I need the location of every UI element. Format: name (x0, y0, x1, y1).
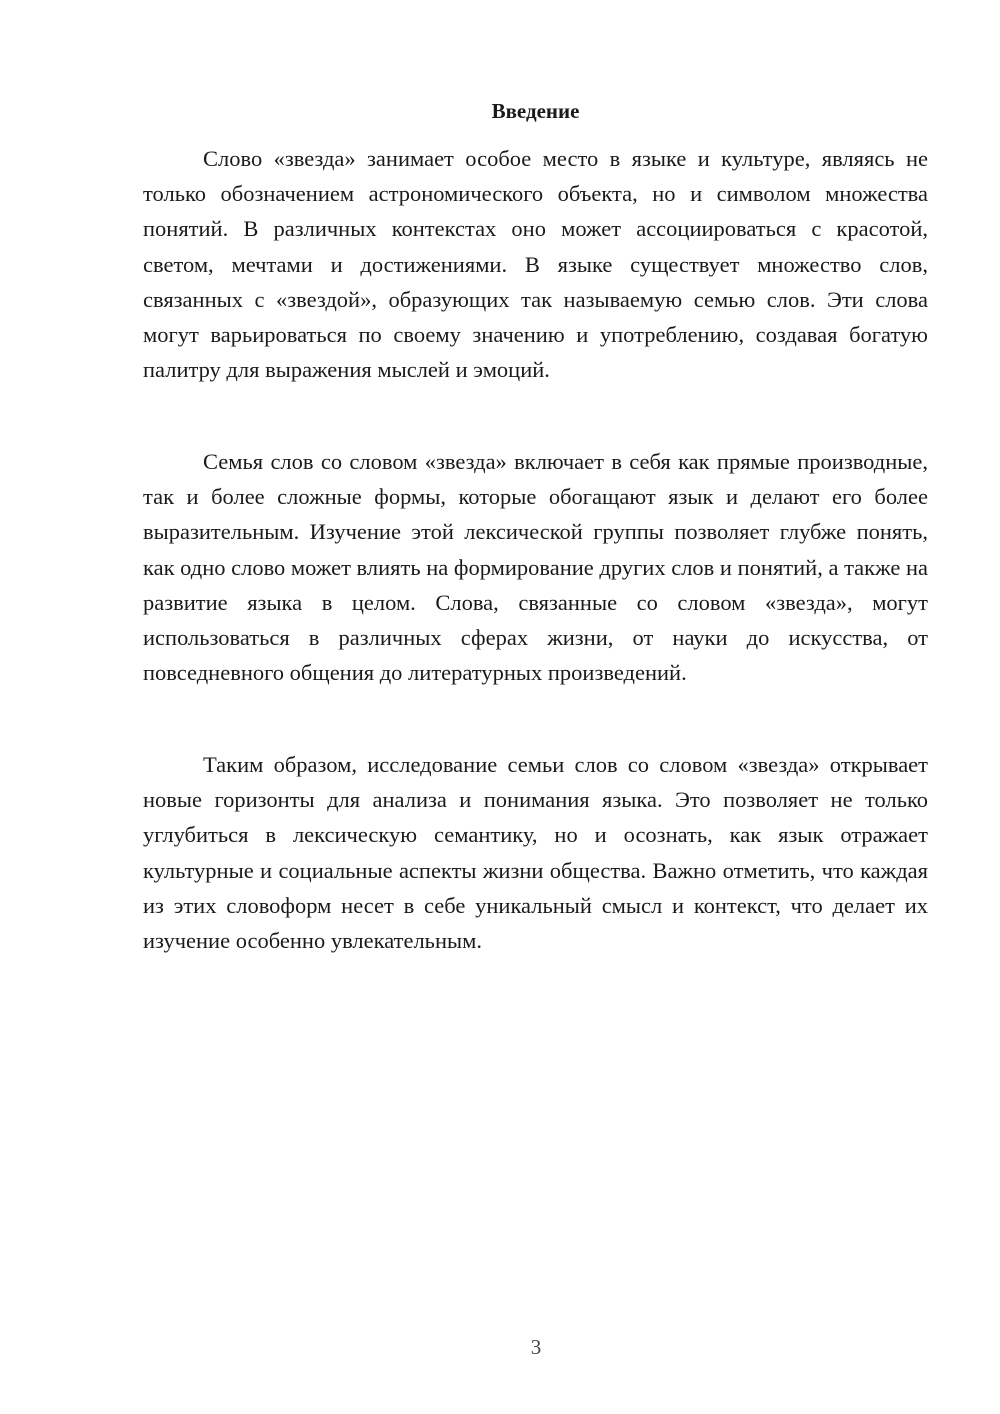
section-heading: Введение (491, 99, 580, 123)
page-number: 3 (530, 1335, 542, 1359)
paragraph-2: Семья слов со словом «звезда» включает в себя как прямые производные, так и более сложные формы, которые обогащают язык и делают его более выразительным. Изучение этой лексической группы позволяет глубже понять, как одно слово может влиять на формирование других слов и понятий, а также на развитие языка в целом. Слова, связанные со словом «звезда», могут использоваться в различных сферах жизни, от науки до искусства, от повседневного общения до литературных произведений. (143, 449, 928, 686)
paragraph-1: Слово «звезда» занимает особое место в языке и культуре, являясь не только обозначением астрономического объекта, но и символом множества понятий. В различных контекстах оно может ассоциироваться с красотой, светом, мечтами и достижениями. В языке существует множество слов, связанных с «звездой», образующих так называемую семью слов. Эти слова могут варьироваться по своему значению и употреблению, создавая богатую палитру для выражения мыслей и эмоций. (143, 146, 928, 383)
paragraph-3: Таким образом, исследование семьи слов со словом «звезда» открывает новые горизонты для анализа и понимания языка. Это позволяет не только углубиться в лексическую семантику, но и осознать, как язык отражает культурные и социальные аспекты жизни общества. Важно отметить, что каждая из этих словоформ несет в себе уникальный смысл и контекст, что делает их изучение особенно увлекательным. (143, 752, 928, 954)
